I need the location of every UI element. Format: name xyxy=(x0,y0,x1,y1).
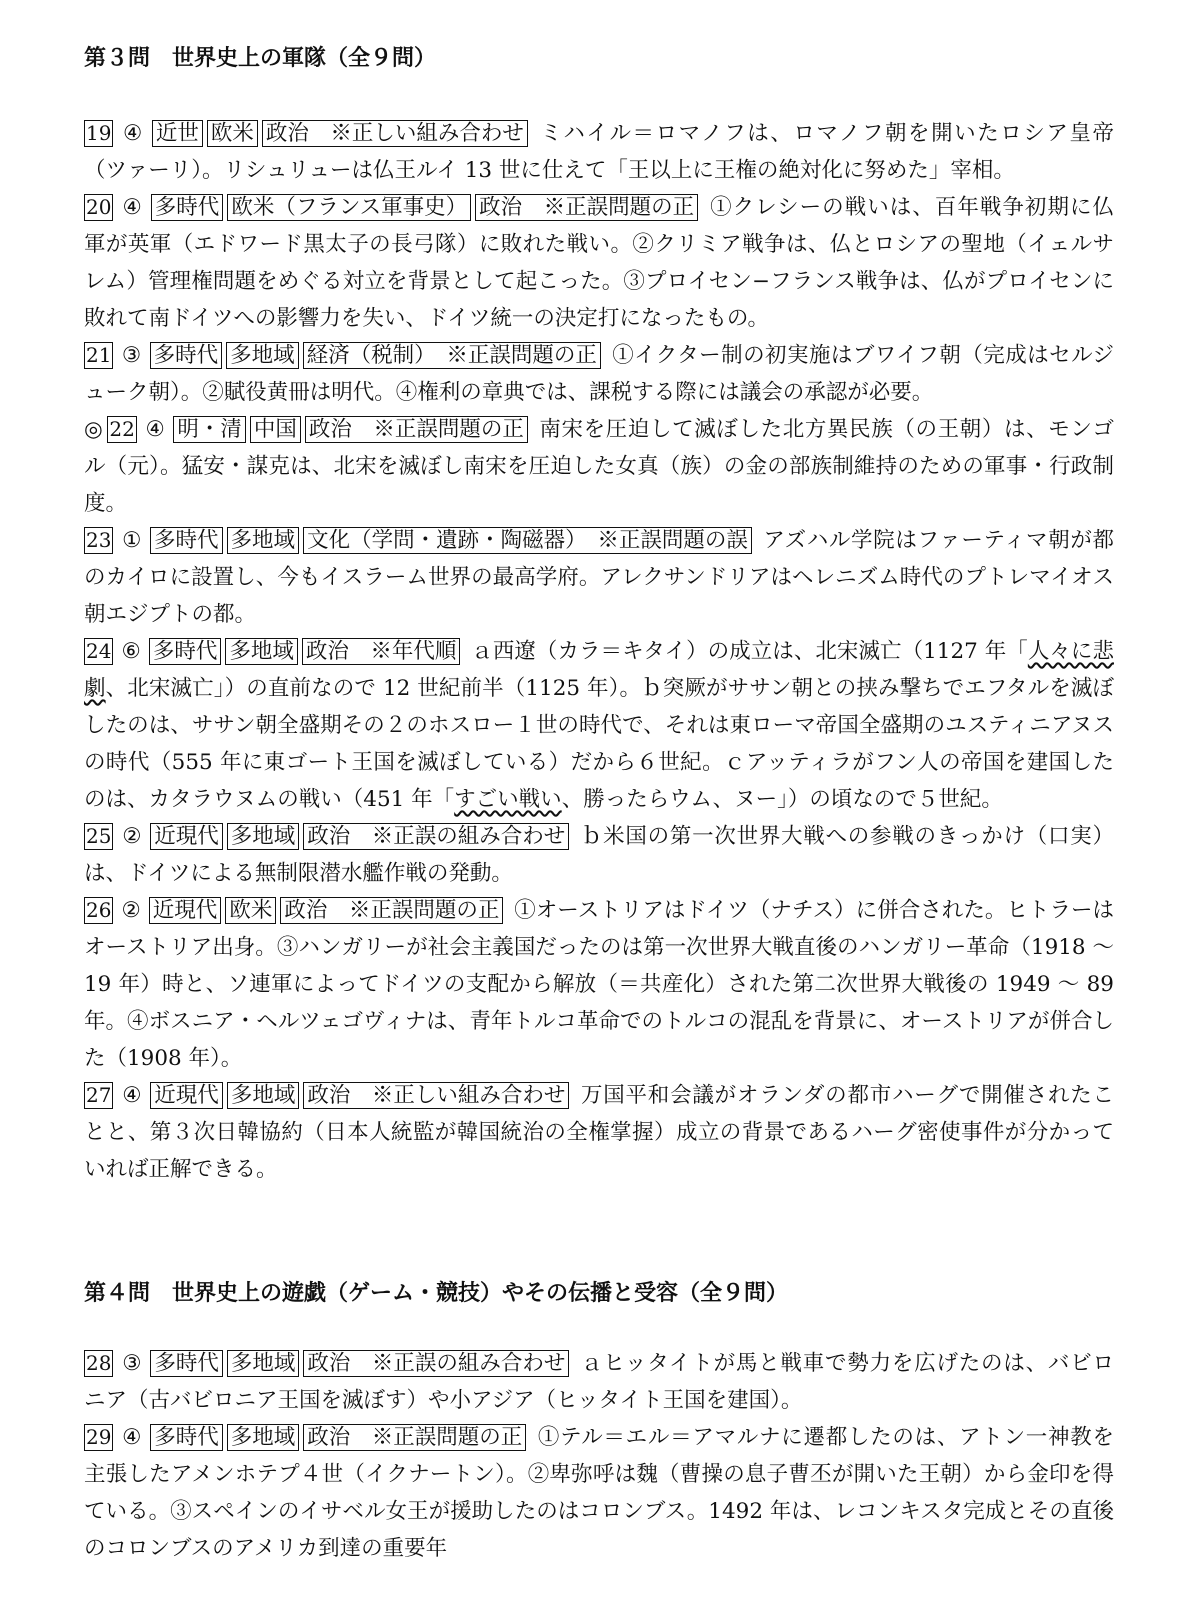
type-tag: 政治 ※正しい組み合わせ xyxy=(262,120,528,147)
era-tag: 多時代 xyxy=(150,342,223,369)
answer-choice: ② xyxy=(121,824,143,849)
explanation-part-a: ａ西遼（カラ＝キタイ）の成立は、北宋滅亡（1127 年「 xyxy=(471,639,1028,664)
region-tag: 多地域 xyxy=(226,342,299,369)
region-tag: 欧米（フランス軍事史） xyxy=(227,194,471,221)
type-tag: 政治 ※年代順 xyxy=(302,638,461,665)
question-number: 28 xyxy=(86,1351,112,1375)
section4-entries xyxy=(84,1345,1114,1567)
question-number: 21 xyxy=(86,343,112,367)
answer-choice: ④ xyxy=(121,121,144,146)
entry-27 xyxy=(84,1077,1114,1188)
type-tag: 政治 ※正誤の組み合わせ xyxy=(303,1350,569,1377)
answer-choice: ④ xyxy=(121,195,143,220)
mnemonic-underlined: すごい戦い xyxy=(454,787,562,812)
question-number: 22 xyxy=(109,417,135,441)
explanation: 南宋を圧迫して滅ぼした北方異民族（の王朝）は、モンゴル（元）。猛安・謀克は、北宋を滅ぼし南宋を圧迫した女真（族）の金の部族制維持のための軍事・行政制度。 xyxy=(84,417,1114,516)
entry-26 xyxy=(84,892,1114,1077)
entry-25 xyxy=(84,818,1114,892)
question-number: 20 xyxy=(86,195,112,219)
explanation: ①オーストリアはドイツ（ナチス）に併合された。ヒトラーはオーストリア出身。③ハンガリーが社会主義国だったのは第一次世界大戦直後のハンガリー革命（1918 〜 19 年）時と、ソ連軍によってドイツの支配から解放（＝共産化）された第二次世界大戦後の 1949 〜 89 年。④ボスニア・ヘルツェゴヴィナは、青年トルコ革命でのトルコの混乱を背景に、オーストリアが併合した（1908 年）。 xyxy=(84,898,1114,1071)
type-tag: 経済（税制） ※正誤問題の正 xyxy=(303,342,601,369)
region-tag: 多地域 xyxy=(227,1082,300,1109)
entry-19 xyxy=(84,115,1114,189)
answer-choice: ④ xyxy=(121,1425,143,1450)
question-number: 24 xyxy=(86,639,112,663)
region-tag: 中国 xyxy=(250,416,301,443)
answer-choice: ④ xyxy=(121,1083,143,1108)
section3-entries xyxy=(84,115,1114,1188)
section3-title: 第３問 世界史上の軍隊（全９問） xyxy=(84,45,437,71)
era-tag: 近現代 xyxy=(150,823,223,850)
type-tag: 政治 ※正誤問題の正 xyxy=(305,416,528,443)
type-tag: 政治 ※正誤問題の正 xyxy=(280,897,503,924)
era-tag: 近現代 xyxy=(149,897,222,924)
entry-20 xyxy=(84,189,1114,337)
answer-choice: ⑥ xyxy=(121,639,141,664)
question-number: 27 xyxy=(86,1083,112,1107)
section4-title: 第４問 世界史上の遊戯（ゲーム・競技）やその伝播と受容（全９問） xyxy=(84,1280,789,1306)
era-tag: 多時代 xyxy=(150,1350,223,1377)
question-number: 23 xyxy=(86,528,112,552)
era-tag: 近現代 xyxy=(150,1082,223,1109)
answer-choice: ① xyxy=(121,528,143,553)
explanation: ａヒッタイトが馬と戦車で勢力を広げたのは、バビロニア（古バビロニア王国を滅ぼす）や小アジア（ヒッタイト王国を建国）。 xyxy=(84,1351,1114,1413)
answer-choice: ② xyxy=(121,898,141,923)
entry-23 xyxy=(84,522,1114,633)
region-tag: 多地域 xyxy=(227,1350,300,1377)
explanation: ミハイル＝ロマノフは、ロマノフ朝を開いたロシア皇帝（ツァーリ）。リシュリューは仏王ルイ 13 世に仕えて「王以上に王権の絶対化に努めた」宰相。 xyxy=(84,121,1114,183)
region-tag: 多地域 xyxy=(225,638,298,665)
entry-29 xyxy=(84,1419,1114,1567)
entry-24 xyxy=(84,633,1114,818)
region-tag: 多地域 xyxy=(227,823,300,850)
question-number: 25 xyxy=(86,824,112,848)
important-mark: ◎ xyxy=(84,417,104,442)
era-tag: 多時代 xyxy=(150,1424,223,1451)
entry-28 xyxy=(84,1345,1114,1419)
explanation: ①テル＝エル＝アマルナに遷都したのは、アトン一神教を主張したアメンホテプ４世（イクナートン）。②卑弥呼は魏（曹操の息子曹丕が開いた王朝）から金印を得ている。③スペインのイサベル女王が援助したのはコロンブス。1492 年は、レコンキスタ完成とその直後のコロンブスのアメリカ到達の重要年 xyxy=(84,1425,1114,1561)
region-tag: 多地域 xyxy=(227,527,300,554)
question-number: 29 xyxy=(86,1425,112,1449)
type-tag: 政治 ※正誤問題の正 xyxy=(475,194,698,221)
mnemonic-underlined: 人々に悲劇 xyxy=(84,639,1114,701)
type-tag: 政治 ※正誤問題の正 xyxy=(303,1424,526,1451)
explanation: ①クレシーの戦いは、百年戦争初期に仏軍が英軍（エドワード黒太子の長弓隊）に敗れた戦い。②クリミア戦争は、仏とロシアの聖地（イェルサレム）管理権問題をめぐる対立を背景として起こった。③プロイセン−フランス戦争は、仏がプロイセンに敗れて南ドイツへの影響力を失い、ドイツ統一の決定打になったもの。 xyxy=(84,195,1115,331)
explanation-part-c: 、勝ったらウム、ヌー」）の頃なので５世紀。 xyxy=(561,787,1003,812)
type-tag: 政治 ※正しい組み合わせ xyxy=(303,1082,569,1109)
answer-choice: ③ xyxy=(121,343,142,368)
type-tag: 文化（学問・遺跡・陶磁器） ※正誤問題の誤 xyxy=(303,527,752,554)
explanation: ｂ米国の第一次世界大戦への参戦のきっかけ（口実）は、ドイツによる無制限潜水艦作戦の発動。 xyxy=(84,824,1114,886)
entry-22 xyxy=(84,411,1114,522)
entry-21 xyxy=(84,337,1114,411)
era-tag: 多時代 xyxy=(150,527,223,554)
answer-choice: ④ xyxy=(144,417,166,442)
region-tag: 欧米 xyxy=(207,120,258,147)
explanation-part-b: 、北宋滅亡」）の直前なので 12 世紀前半（1125 年）。ｂ突厥がササン朝との挟み撃ちでエフタルを滅ぼしたのは、ササン朝全盛期その２のホスロー１世の時代で、それは東ローマ帝国全盛期のユスティニアヌスの時代（555 年に東ゴート王国を滅ぼしている）だから６世紀。ｃアッティラがフン人の帝国を建国したのは、カタラウヌムの戦い（451 年「 xyxy=(84,676,1114,812)
question-number: 19 xyxy=(86,121,112,145)
question-number: 26 xyxy=(86,898,112,922)
type-tag: 政治 ※正誤の組み合わせ xyxy=(303,823,569,850)
explanation: 万国平和会議がオランダの都市ハーグで開催されたことと、第３次日韓協約（日本人統監が韓国統治の全権掌握）成立の背景であるハーグ密使事件が分かっていれば正解できる。 xyxy=(84,1083,1114,1182)
answer-choice: ③ xyxy=(121,1351,143,1376)
era-tag: 多時代 xyxy=(149,638,222,665)
era-tag: 明・清 xyxy=(173,416,246,443)
era-tag: 近世 xyxy=(152,120,203,147)
region-tag: 欧米 xyxy=(225,897,276,924)
region-tag: 多地域 xyxy=(227,1424,300,1451)
era-tag: 多時代 xyxy=(151,194,224,221)
explanation: アズハル学院はファーティマ朝が都のカイロに設置し、今もイスラーム世界の最高学府。アレクサンドリアはヘレニズム時代のプトレマイオス朝エジプトの都。 xyxy=(84,528,1114,627)
explanation: ①イクター制の初実施はブワイフ朝（完成はセルジューク朝）。②賦役黄冊は明代。④権利の章典では、課税する際には議会の承認が必要。 xyxy=(84,343,1114,405)
